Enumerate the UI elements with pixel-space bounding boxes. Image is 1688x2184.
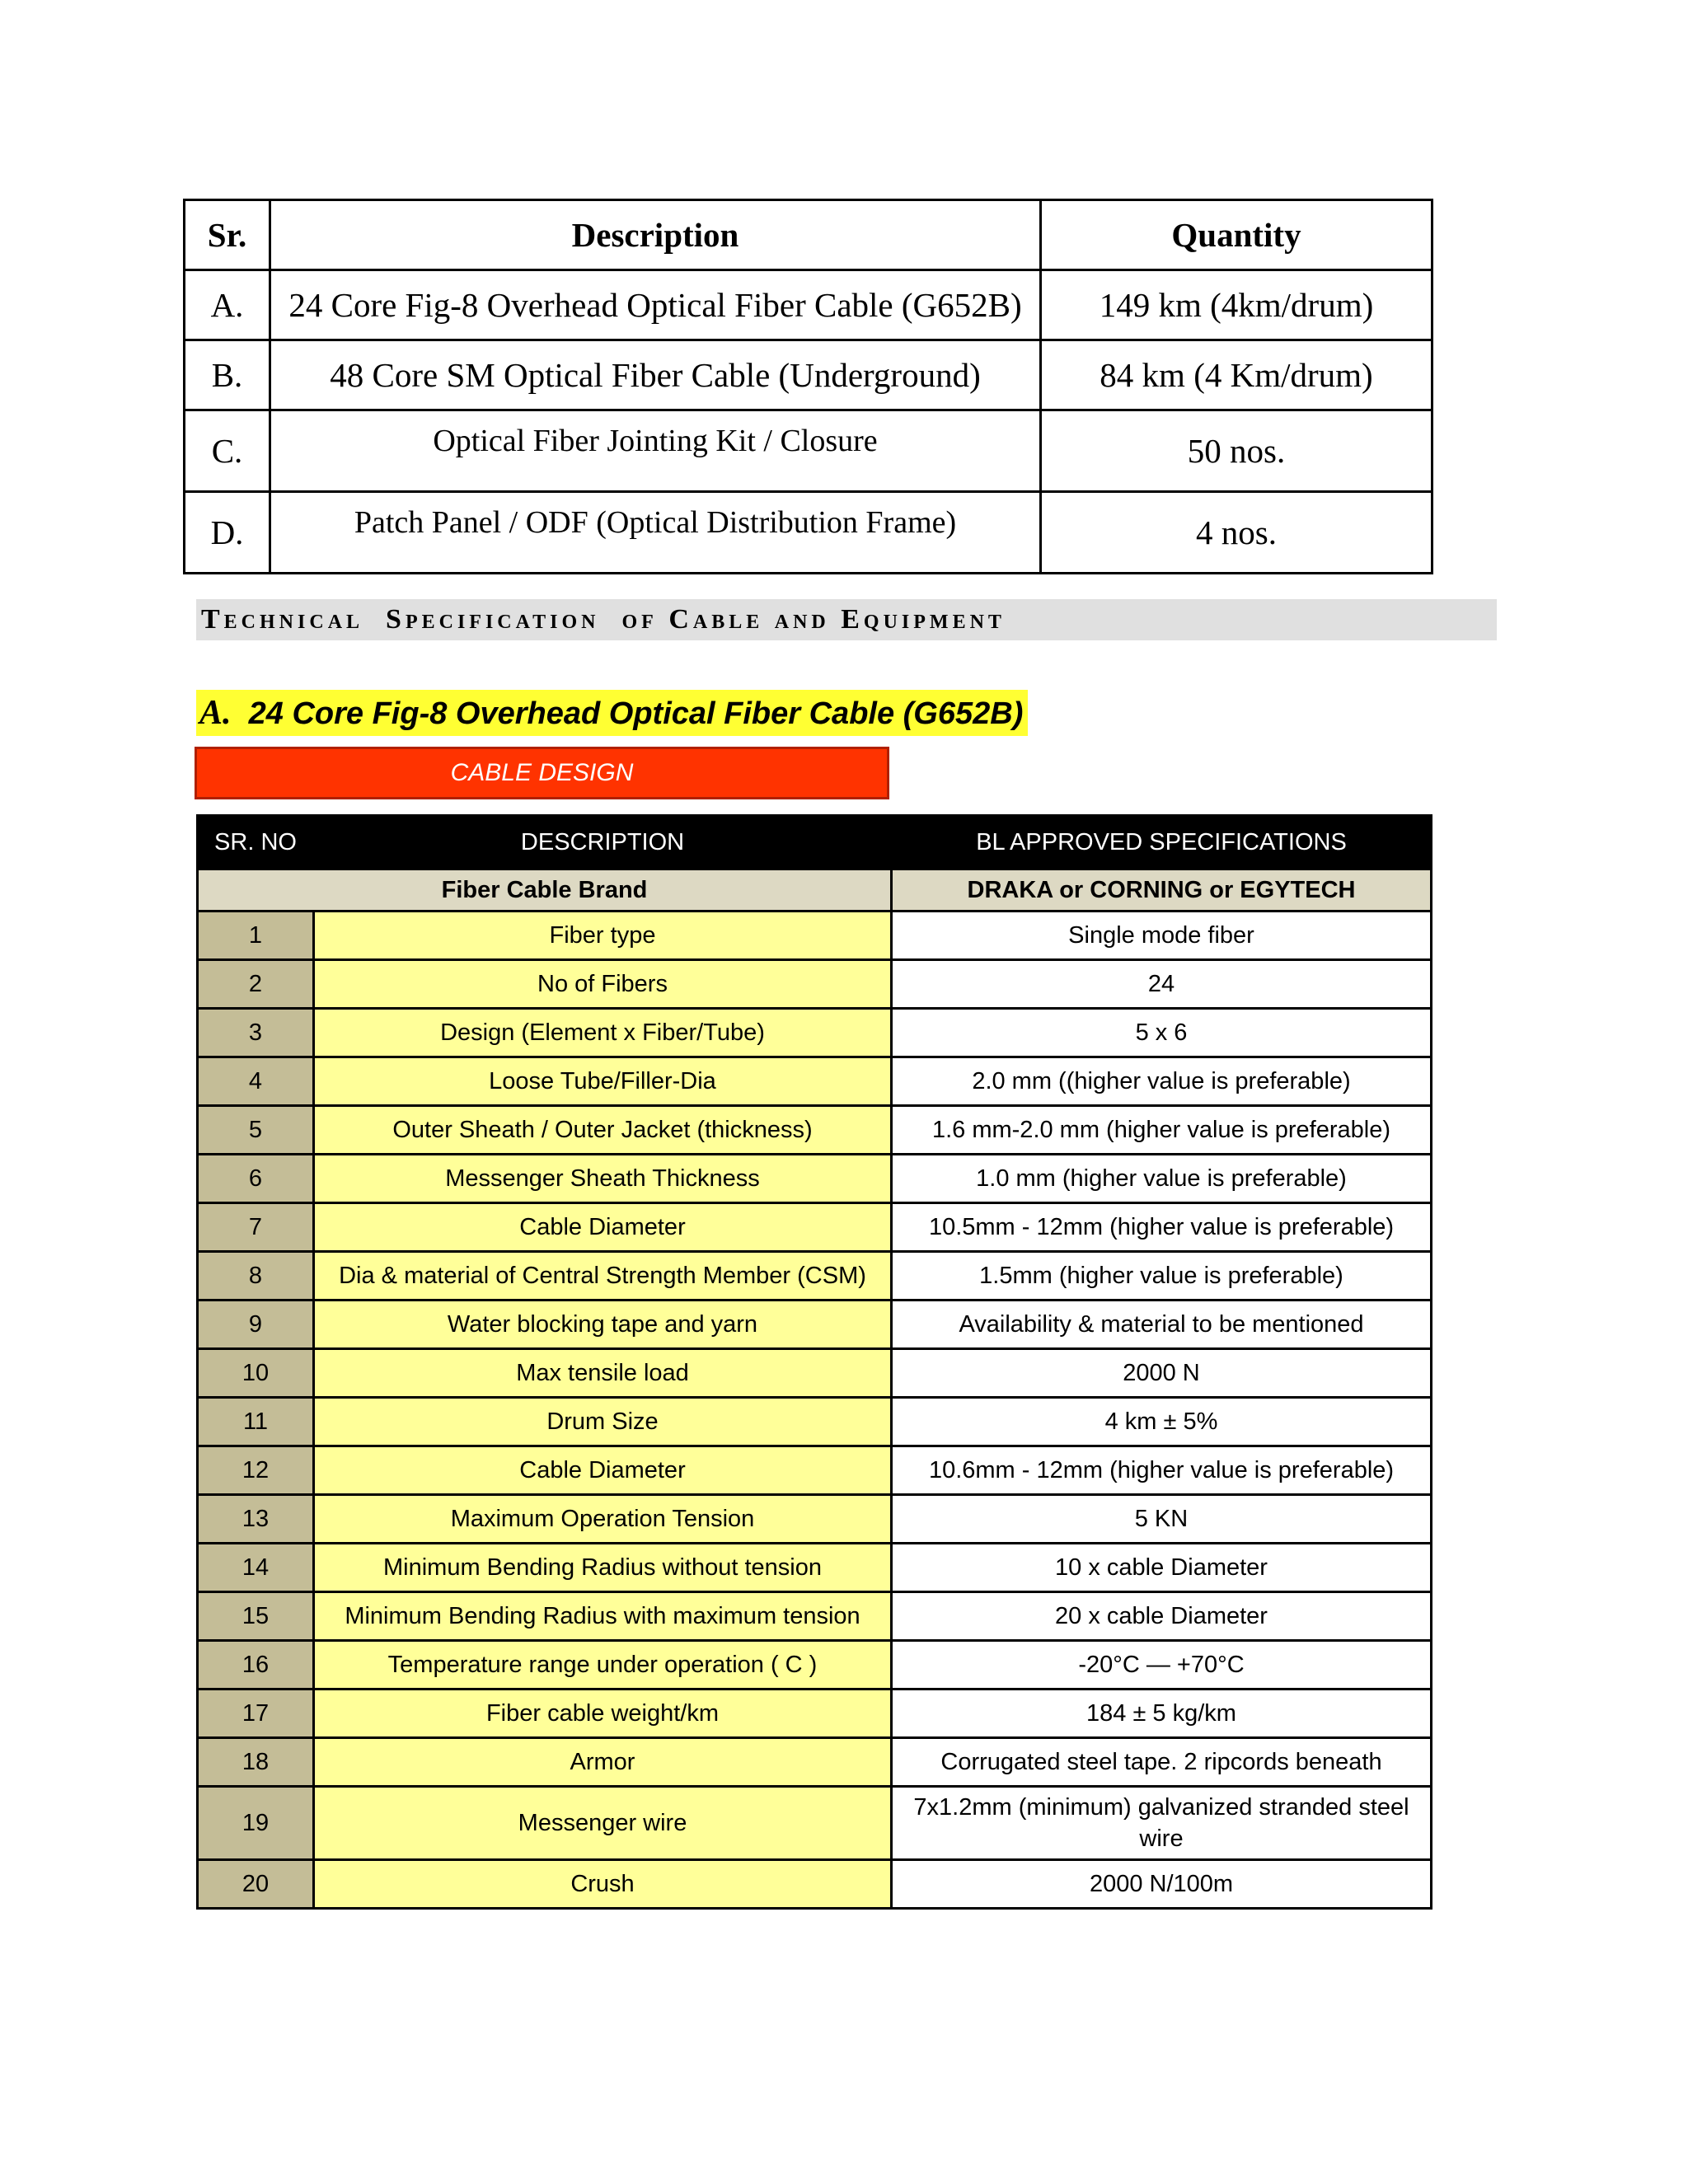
summary-sr: A. xyxy=(185,270,270,340)
summary-header-sr: Sr. xyxy=(185,200,270,270)
spec-value: 5 KN xyxy=(892,1495,1432,1544)
spec-sr-no: 4 xyxy=(198,1057,314,1106)
spec-description: Fiber type xyxy=(314,912,892,960)
spec-value: Availability & material to be mentioned xyxy=(892,1301,1432,1349)
spec-sr-no: 11 xyxy=(198,1398,314,1446)
spec-description: Design (Element x Fiber/Tube) xyxy=(314,1009,892,1057)
spec-description: Water blocking tape and yarn xyxy=(314,1301,892,1349)
spec-value: 20 x cable Diameter xyxy=(892,1592,1432,1641)
summary-quantity: 84 km (4 Km/drum) xyxy=(1041,340,1432,410)
spec-sr-no: 16 xyxy=(198,1641,314,1690)
spec-sr-no: 13 xyxy=(198,1495,314,1544)
spec-sr-no: 20 xyxy=(198,1860,314,1909)
spec-description: Minimum Bending Radius with maximum tension xyxy=(314,1592,892,1641)
spec-header-specs: BL APPROVED SPECIFICATIONS xyxy=(892,816,1432,869)
spec-sr-no: 12 xyxy=(198,1446,314,1495)
spec-value: Single mode fiber xyxy=(892,912,1432,960)
spec-description: Messenger wire xyxy=(314,1787,892,1860)
spec-description: Cable Diameter xyxy=(314,1203,892,1252)
spec-sr-no: 1 xyxy=(198,912,314,960)
spec-row xyxy=(198,1690,1432,1738)
spec-sr-no: 15 xyxy=(198,1592,314,1641)
spec-value: 1.0 mm (higher value is preferable) xyxy=(892,1155,1432,1203)
spec-sr-no: 8 xyxy=(198,1252,314,1301)
brand-row xyxy=(198,869,1432,912)
spec-value: -20°C — +70°C xyxy=(892,1641,1432,1690)
summary-row xyxy=(185,492,1432,574)
summary-row xyxy=(185,410,1432,492)
spec-row xyxy=(198,1106,1432,1155)
spec-row xyxy=(198,1252,1432,1301)
spec-value: 184 ± 5 kg/km xyxy=(892,1690,1432,1738)
spec-value: 2.0 mm ((higher value is preferable) xyxy=(892,1057,1432,1106)
spec-value: Corrugated steel tape. 2 ripcords beneath xyxy=(892,1738,1432,1787)
spec-description: Armor xyxy=(314,1738,892,1787)
spec-sr-no: 10 xyxy=(198,1349,314,1398)
summary-sr: B. xyxy=(185,340,270,410)
spec-row xyxy=(198,1155,1432,1203)
spec-description: Temperature range under operation ( C ) xyxy=(314,1641,892,1690)
spec-description: Maximum Operation Tension xyxy=(314,1495,892,1544)
spec-sr-no: 19 xyxy=(198,1787,314,1860)
summary-header-row xyxy=(185,200,1432,270)
summary-sr: C. xyxy=(185,410,270,492)
spec-table xyxy=(196,814,1432,1910)
summary-row xyxy=(185,270,1432,340)
spec-sr-no: 17 xyxy=(198,1690,314,1738)
spec-sr-no: 3 xyxy=(198,1009,314,1057)
spec-value: 24 xyxy=(892,960,1432,1009)
summary-quantity: 50 nos. xyxy=(1041,410,1432,492)
spec-value: 10 x cable Diameter xyxy=(892,1544,1432,1592)
spec-description: Drum Size xyxy=(314,1398,892,1446)
spec-row xyxy=(198,1495,1432,1544)
spec-row xyxy=(198,1349,1432,1398)
summary-table xyxy=(183,199,1433,574)
spec-row xyxy=(198,1738,1432,1787)
spec-sr-no: 2 xyxy=(198,960,314,1009)
spec-value: 1.6 mm-2.0 mm (higher value is preferable) xyxy=(892,1106,1432,1155)
spec-value: 7x1.2mm (minimum) galvanized stranded steel wire xyxy=(892,1787,1432,1860)
spec-row xyxy=(198,1787,1432,1860)
summary-quantity: 4 nos. xyxy=(1041,492,1432,574)
spec-sr-no: 18 xyxy=(198,1738,314,1787)
summary-description: 24 Core Fig-8 Overhead Optical Fiber Cable (G652B) xyxy=(270,270,1041,340)
subheading-text: 24 Core Fig-8 Overhead Optical Fiber Cable (G652B) xyxy=(248,696,1024,731)
summary-description: Optical Fiber Jointing Kit / Closure xyxy=(270,410,1041,492)
spec-row xyxy=(198,912,1432,960)
summary-header-description: Description xyxy=(270,200,1041,270)
cable-subheading xyxy=(196,690,1028,736)
spec-header-sr-no: SR. NO xyxy=(198,816,314,869)
spec-description: Loose Tube/Filler-Dia xyxy=(314,1057,892,1106)
spec-description: No of Fibers xyxy=(314,960,892,1009)
summary-description: 48 Core SM Optical Fiber Cable (Underground) xyxy=(270,340,1041,410)
spec-sr-no: 5 xyxy=(198,1106,314,1155)
summary-quantity: 149 km (4km/drum) xyxy=(1041,270,1432,340)
spec-row xyxy=(198,1592,1432,1641)
spec-row xyxy=(198,1860,1432,1909)
spec-sr-no: 9 xyxy=(198,1301,314,1349)
spec-value: 1.5mm (higher value is preferable) xyxy=(892,1252,1432,1301)
spec-value: 4 km ± 5% xyxy=(892,1398,1432,1446)
spec-value: 2000 N xyxy=(892,1349,1432,1398)
spec-description: Messenger Sheath Thickness xyxy=(314,1155,892,1203)
brand-label: Fiber Cable Brand xyxy=(198,869,892,912)
spec-row xyxy=(198,1398,1432,1446)
brand-value: DRAKA or CORNING or EGYTECH xyxy=(892,869,1432,912)
spec-row xyxy=(198,1301,1432,1349)
summary-description: Patch Panel / ODF (Optical Distribution Frame) xyxy=(270,492,1041,574)
cable-design-banner: CABLE DESIGN xyxy=(195,747,889,799)
spec-sr-no: 6 xyxy=(198,1155,314,1203)
spec-row xyxy=(198,1544,1432,1592)
summary-header-quantity: Quantity xyxy=(1041,200,1432,270)
spec-value: 2000 N/100m xyxy=(892,1860,1432,1909)
section-title: Technical Specification of Cable and Equipment xyxy=(201,604,1006,635)
spec-row xyxy=(198,1203,1432,1252)
spec-description: Crush xyxy=(314,1860,892,1909)
spec-header-row xyxy=(198,816,1432,869)
spec-row xyxy=(198,1057,1432,1106)
summary-row xyxy=(185,340,1432,410)
spec-value: 5 x 6 xyxy=(892,1009,1432,1057)
spec-row xyxy=(198,1009,1432,1057)
spec-description: Max tensile load xyxy=(314,1349,892,1398)
summary-sr: D. xyxy=(185,492,270,574)
spec-description: Cable Diameter xyxy=(314,1446,892,1495)
spec-value: 10.6mm - 12mm (higher value is preferable) xyxy=(892,1446,1432,1495)
spec-row xyxy=(198,1446,1432,1495)
spec-sr-no: 7 xyxy=(198,1203,314,1252)
spec-value: 10.5mm - 12mm (higher value is preferable) xyxy=(892,1203,1432,1252)
spec-sr-no: 14 xyxy=(198,1544,314,1592)
spec-header-description: DESCRIPTION xyxy=(314,816,892,869)
spec-description: Minimum Bending Radius without tension xyxy=(314,1544,892,1592)
spec-row xyxy=(198,1641,1432,1690)
spec-description: Fiber cable weight/km xyxy=(314,1690,892,1738)
spec-description: Dia & material of Central Strength Member (CSM) xyxy=(314,1252,892,1301)
spec-description: Outer Sheath / Outer Jacket (thickness) xyxy=(314,1106,892,1155)
spec-row xyxy=(198,960,1432,1009)
subheading-letter: A. xyxy=(199,694,232,732)
